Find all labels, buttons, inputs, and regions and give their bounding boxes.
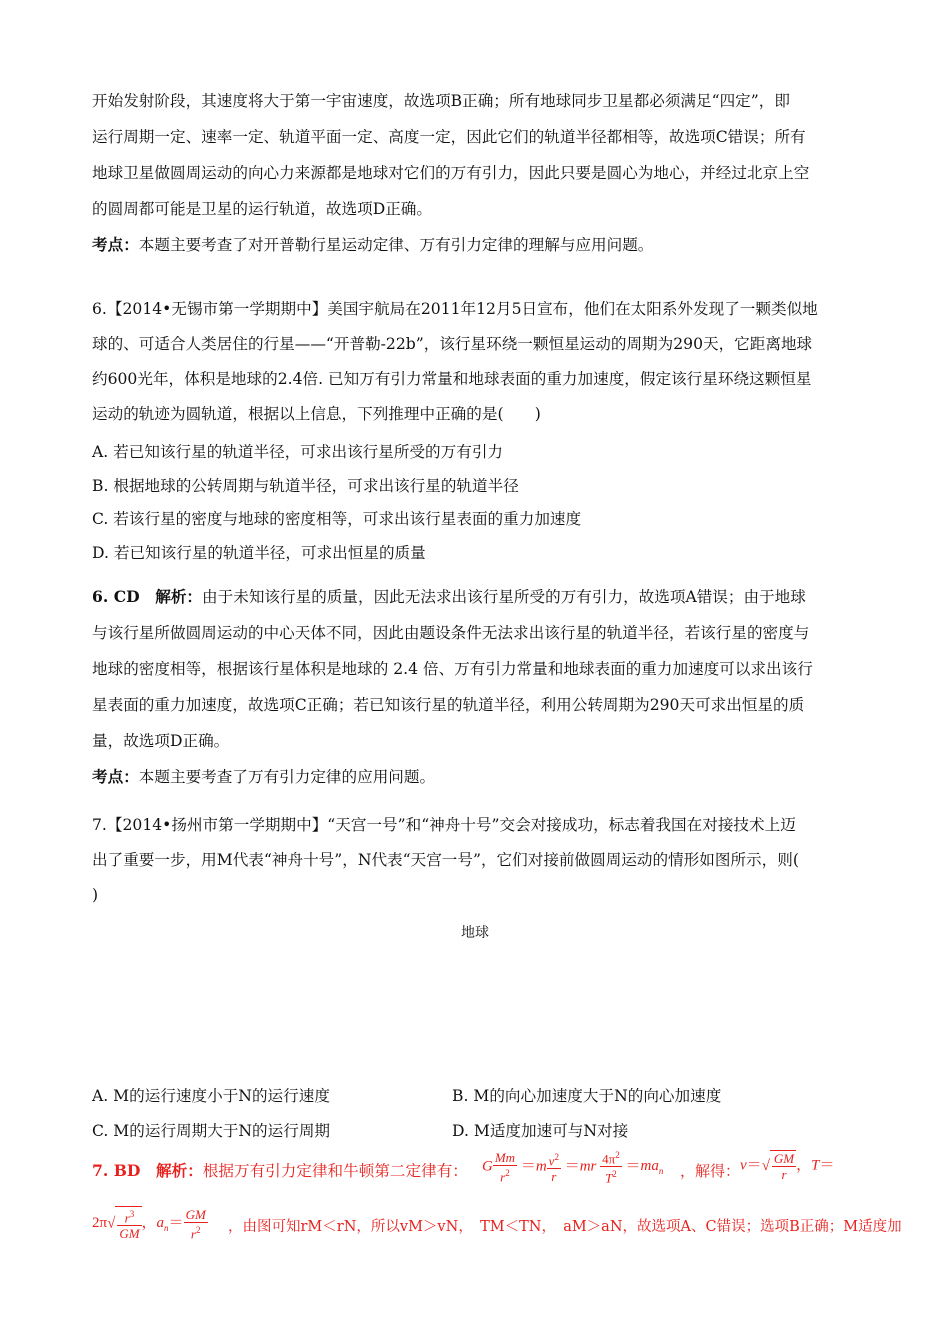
- a7-head: 7. BD 解析：: [92, 1161, 203, 1180]
- a6-text-1: 由于未知该行星的质量，因此无法求出该行星所受的万有引力，故选项A错误；由于地球: [202, 588, 806, 606]
- q7-line-1: 7.【2014•扬州市第一学期期中】“天宫一号”和“神舟十号”交会对接成功，标志着我国在对接技术上迈: [92, 816, 796, 834]
- q7-option-c: C. M的运行周期大于N的运行周期: [92, 1122, 331, 1140]
- a6-line-4: 星表面的重力加速度，故选项C正确；若已知该行星的轨道半径，利用公转周期为290天可求出恒星的质: [92, 696, 805, 714]
- a7-solve-label: ，解得：: [680, 1164, 741, 1180]
- kaodian-text: 本题主要考查了对开普勒行星运动定律、万有引力定律的理解与应用问题。: [138, 236, 654, 254]
- q6-line-3: 约600光年，体积是地球的2.4倍. 已知万有引力常量和地球表面的重力加速度，假定该行星环绕这颗恒星: [92, 370, 812, 388]
- q7-option-a: A. M的运行速度小于N的运行速度: [92, 1087, 330, 1105]
- a7-v-expression: v＝√ $\frac{GM}{r}$ ，T＝: [740, 1151, 835, 1182]
- a6-line-1: [92, 586, 806, 608]
- prev-answer-line-3: 地球卫星做圆周运动的向心力来源都是地球对它们的万有引力，因此只要是圆心为地心，并经过北京上空: [92, 164, 810, 182]
- kaodian-label: 考点：: [92, 767, 139, 786]
- kaodian-text: 本题主要考查了万有引力定律的应用问题。: [138, 768, 436, 786]
- prev-answer-line-1: 开始发射阶段，其速度将大于第一宇宙速度，故选项B正确；所有地球同步卫星都必须满足“四定”，即: [92, 92, 790, 110]
- a7-line-2: ，由图可知rM＜rN，所以vM＞vN， TM＜TN， aM＞aN，故选项A、C错误；选项B正确；M适度加: [228, 1219, 902, 1235]
- q7-line-3: ): [92, 886, 99, 904]
- a6-line-2: 与该行星所做圆周运动的中心天体不同，因此由题设条件无法求出该行星的轨道半径，若该行星的密度与: [92, 624, 810, 642]
- a6-head: 6. CD 解析：: [92, 587, 203, 606]
- q7-line-2: 出了重要一步，用M代表“神舟十号”，N代表“天宫一号”，它们对接前做圆周运动的情形如图所示，则(: [92, 851, 799, 869]
- a6-line-3: 地球的密度相等，根据该行星体积是地球的 2.4 倍、万有引力常量和地球表面的重力加速度可以求出该行: [92, 660, 813, 678]
- figure-earth-label: 地球: [461, 925, 489, 941]
- q6-option-b: B. 根据地球的公转周期与轨道半径，可求出该行星的轨道半径: [92, 477, 519, 495]
- prev-kaodian: [92, 234, 653, 256]
- q7-option-b: B. M的向心加速度大于N的向心加速度: [452, 1087, 722, 1105]
- q6-line-1: 6.【2014•无锡市第一学期期中】美国宇航局在2011年12月5日宣布，他们在太阳系外发现了一颗类似地: [92, 300, 818, 318]
- q6-option-a: A. 若已知该行星的轨道半径，可求出该行星所受的万有引力: [92, 443, 504, 461]
- a7-t-expression: 2π√ $\frac{r^3}{GM}$ ，$a_n=$ $\frac{GM}{r^2}$: [92, 1206, 206, 1242]
- kaodian-label: 考点：: [92, 235, 139, 254]
- prev-answer-line-4: 的圆周都可能是卫星的运行轨道，故选项D正确。: [92, 200, 432, 218]
- a7-text-1: 根据万有引力定律和牛顿第二定律有：: [202, 1162, 468, 1180]
- q6-option-d: D. 若已知该行星的轨道半径，可求出恒星的质量: [92, 544, 426, 562]
- q6-line-4: 运动的轨迹为圆轨道，根据以上信息，下列推理中正确的是( ): [92, 405, 541, 423]
- a7-line-1: [92, 1160, 468, 1182]
- prev-answer-line-2: 运行周期一定、速率一定、轨道平面一定、高度一定，因此它们的轨道半径都相等，故选项C错误；所有: [92, 128, 806, 146]
- a7-equation: G $\frac{Mm}{r^2}$ ＝m $\frac{v^2}{r}$ ＝mr $\frac{4\pi^2}{T^2}$ $=ma_n$: [482, 1149, 664, 1186]
- a6-kaodian: [92, 766, 435, 788]
- a6-line-5: 量，故选项D正确。: [92, 732, 230, 750]
- q7-option-d: D. M适度加速可与N对接: [452, 1122, 629, 1140]
- q6-line-2: 球的、可适合人类居住的行星——“开普勒-22b”，该行星环绕一颗恒星运动的周期为290天，它距离地球: [92, 335, 813, 353]
- q6-option-c: C. 若该行星的密度与地球的密度相等，可求出该行星表面的重力加速度: [92, 510, 582, 528]
